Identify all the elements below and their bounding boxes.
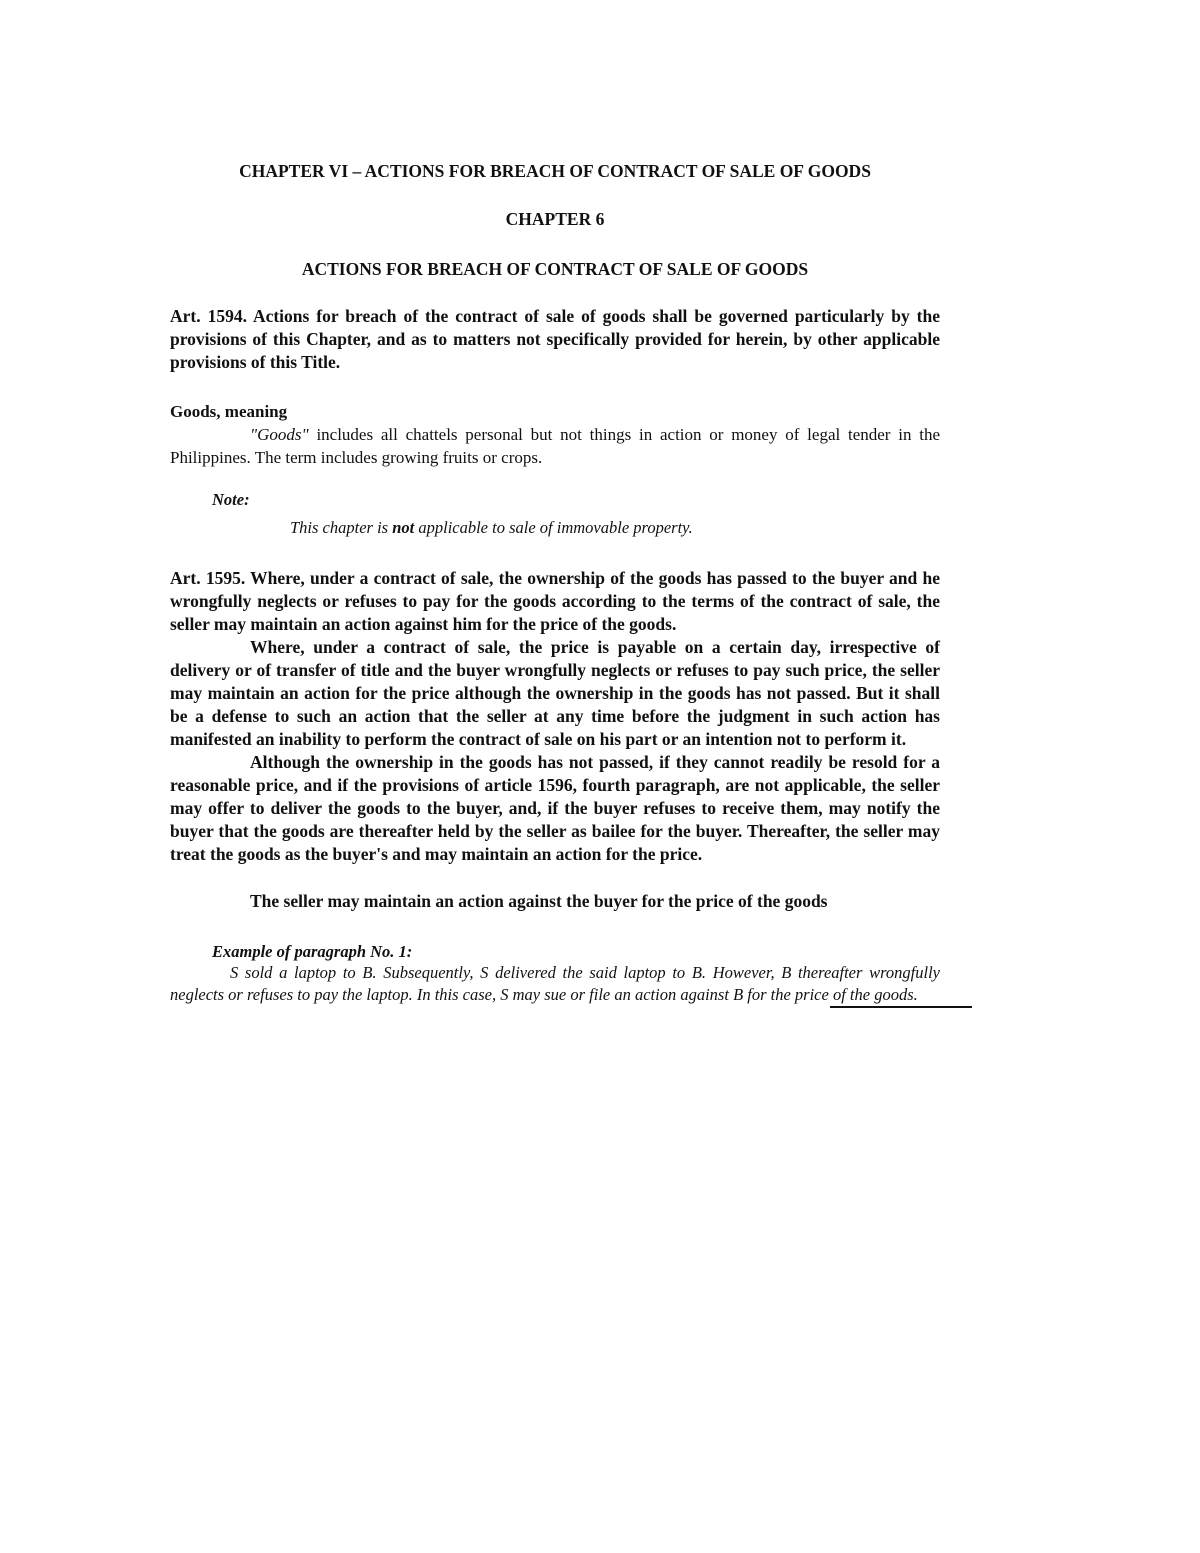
note-emphasis: not (392, 518, 415, 537)
goods-meaning-heading: Goods, meaning (170, 402, 288, 421)
document-page (170, 160, 940, 1006)
seller-may-statement: The seller may maintain an action against the buyer for the price of the goods (250, 891, 828, 911)
goods-definition (170, 423, 940, 469)
note-label: Note: (212, 490, 250, 509)
chapter-heading: CHAPTER VI – ACTIONS FOR BREACH OF CONTRACT OF SALE OF GOODS (239, 161, 871, 181)
article-1595-paragraph-3: Although the ownership in the goods has not passed, if they cannot readily be resold for a reasonable price, and if the provisions of article 1596, fourth paragraph, are not applicable, the seller may offer to deliver the goods to the buyer, and, if the buyer refuses to receive them, may notify the buyer that the goods are thereafter held by the seller as bailee for the buyer. Thereafter, the seller may treat the goods as the buyer's and may maintain an action for the price. (170, 752, 940, 864)
article-1595 (170, 567, 940, 866)
underline-rule (830, 1006, 972, 1008)
chapter-number: CHAPTER 6 (505, 209, 605, 229)
article-1594: Art. 1594. Actions for breach of the contract of sale of goods shall be governed particularly by the provisions of this Chapter, and as to matters not specifically provided for herein, by other applicable provisions of this Title. (170, 306, 940, 372)
note-text-before: This chapter is (290, 518, 393, 537)
note-text-after: applicable to sale of immovable property. (414, 518, 693, 537)
example-block (170, 962, 940, 1006)
goods-definition-text: includes all chattels personal but not things in action or money of legal tender in the Philippines. The term includes growing fruits or crops. (170, 425, 940, 467)
example-label: Example of paragraph No. 1: (212, 942, 413, 961)
example-text: S sold a laptop to B. Subsequently, S delivered the said laptop to B. However, B thereafter wrongfully neglects or refuses to pay the laptop. In this case, S may sue or file an action against B for the price of the goods. (170, 963, 940, 1004)
goods-term: "Goods" (250, 425, 309, 444)
note-text (290, 517, 940, 539)
article-1595-paragraph-2: Where, under a contract of sale, the price is payable on a certain day, irrespective of delivery or of transfer of title and the buyer wrongfully neglects or refuses to pay such price, the seller may maintain an action for the price although the ownership in the goods has not passed. But it shall be a defense to such an action that the seller at any time before the judgment in such action has manifested an inability to perform the contract of sale on his part or an intention not to perform it. (170, 637, 940, 749)
article-1595-paragraph-1: Art. 1595. Where, under a contract of sale, the ownership of the goods has passed to the buyer and he wrongfully neglects or refuses to pay for the goods according to the terms of the contract of sale, the seller may maintain an action against him for the price of the goods. (170, 568, 940, 634)
section-title: ACTIONS FOR BREACH OF CONTRACT OF SALE OF GOODS (301, 259, 809, 279)
